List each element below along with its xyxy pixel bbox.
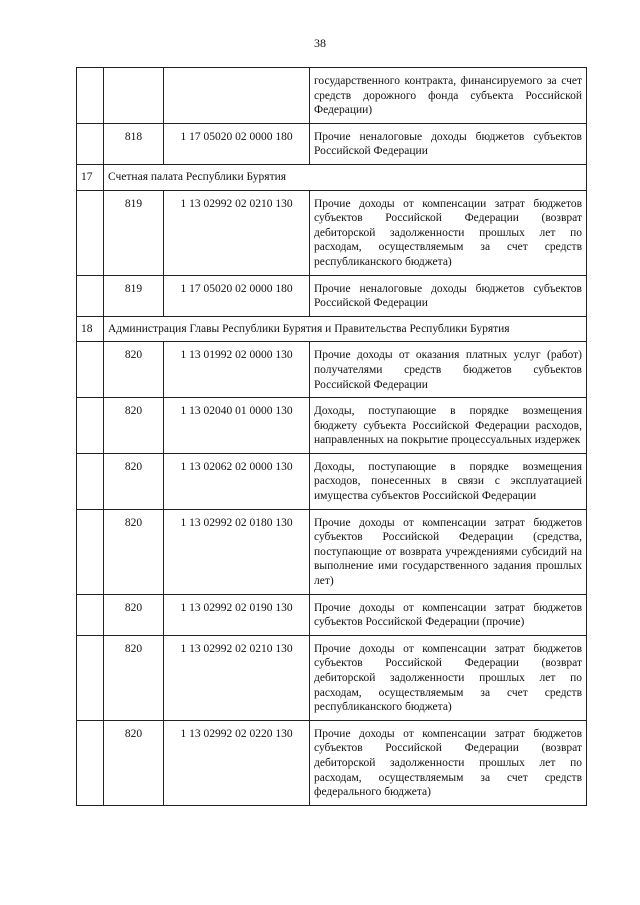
row-number-cell [77,342,104,398]
row-number-cell [77,123,104,164]
revenue-name-cell: Доходы, поступающие в порядке возмещения бюджету субъекта Российской Федерации расходов, направленных на покрытие процессуальных издержек [310,398,587,454]
table-row [77,190,587,275]
section-title: Счетная палата Республики Бурятия [104,164,587,190]
table-row [77,68,587,124]
admin-code-cell: 820 [104,342,164,398]
revenue-code-cell: 1 13 01992 02 0000 130 [164,342,310,398]
table-row [77,123,587,164]
revenue-name-cell: Прочие доходы от оказания платных услуг (работ) получателями средств бюджетов субъектов Российской Федерации [310,342,587,398]
table-row [77,594,587,635]
section-row [77,164,587,190]
revenue-name-cell: Прочие доходы от компенсации затрат бюджетов субъектов Российской Федерации (возврат дебиторской задолженности прошлых лет по расходам, осуществляемым за счет средств республиканского бюджета) [310,190,587,275]
revenue-code-cell: 1 17 05020 02 0000 180 [164,123,310,164]
revenue-code-cell: 1 13 02040 01 0000 130 [164,398,310,454]
revenue-code-cell: 1 13 02062 02 0000 130 [164,453,310,509]
section-title: Администрация Главы Республики Бурятия и Правительства Республики Бурятия [104,316,587,342]
admin-code-cell: 820 [104,635,164,720]
revenue-name-cell: государственного контракта, финансируемого за счет средств дорожного фонда субъекта Российской Федерации) [310,68,587,124]
revenue-name-cell: Прочие доходы от компенсации затрат бюджетов субъектов Российской Федерации (средства, поступающие от возврата учреждениями субсидий на выполнение ими государственного задания прошлых лет) [310,509,587,594]
table-row [77,342,587,398]
row-number-cell [77,720,104,805]
row-number-cell [77,275,104,316]
section-row [77,316,587,342]
revenue-code-cell: 1 13 02992 02 0190 130 [164,594,310,635]
revenue-name-cell: Прочие доходы от компенсации затрат бюджетов субъектов Российской Федерации (возврат дебиторской задолженности прошлых лет по расходам, осуществляемым за счет средств республиканского бюджета) [310,635,587,720]
revenue-code-cell: 1 17 05020 02 0000 180 [164,275,310,316]
table-row [77,453,587,509]
admin-code-cell: 820 [104,594,164,635]
admin-code-cell: 819 [104,275,164,316]
admin-code-cell: 820 [104,509,164,594]
table-row [77,635,587,720]
admin-code-cell: 820 [104,720,164,805]
section-number: 18 [77,316,104,342]
row-number-cell [77,635,104,720]
revenue-name-cell: Прочие неналоговые доходы бюджетов субъектов Российской Федерации [310,275,587,316]
table-row [77,275,587,316]
admin-code-cell [104,68,164,124]
revenue-name-cell: Прочие доходы от компенсации затрат бюджетов субъектов Российской Федерации (возврат дебиторской задолженности прошлых лет по расходам, осуществляемым за счет средств федерального бюджета) [310,720,587,805]
row-number-cell [77,398,104,454]
revenue-code-cell: 1 13 02992 02 0220 130 [164,720,310,805]
revenue-code-cell: 1 13 02992 02 0210 130 [164,190,310,275]
row-number-cell [77,190,104,275]
table-row [77,398,587,454]
row-number-cell [77,509,104,594]
table-row [77,720,587,805]
section-number: 17 [77,164,104,190]
row-number-cell [77,68,104,124]
admin-code-cell: 820 [104,453,164,509]
row-number-cell [77,594,104,635]
admin-code-cell: 818 [104,123,164,164]
admin-code-cell: 820 [104,398,164,454]
admin-code-cell: 819 [104,190,164,275]
revenue-code-cell: 1 13 02992 02 0210 130 [164,635,310,720]
row-number-cell [77,453,104,509]
revenue-name-cell: Прочие доходы от компенсации затрат бюджетов субъектов Российской Федерации (прочие) [310,594,587,635]
revenue-code-table [76,67,587,806]
revenue-name-cell: Прочие неналоговые доходы бюджетов субъектов Российской Федерации [310,123,587,164]
page-number: 38 [314,36,326,50]
revenue-code-cell: 1 13 02992 02 0180 130 [164,509,310,594]
table-row [77,509,587,594]
revenue-code-cell [164,68,310,124]
revenue-name-cell: Доходы, поступающие в порядке возмещения расходов, понесенных в связи с эксплуатацией имущества субъектов Российской Федерации [310,453,587,509]
